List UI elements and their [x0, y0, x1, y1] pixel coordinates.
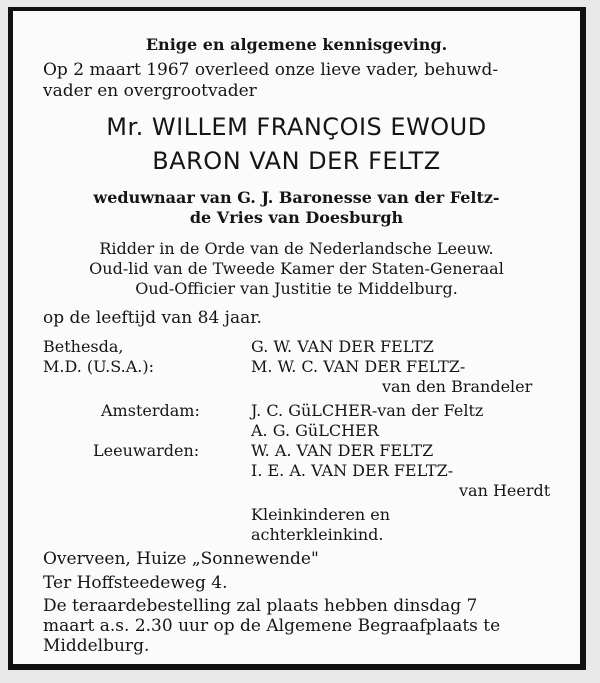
address-line-2: Ter Hoffsteedeweg 4. — [43, 573, 228, 593]
family-name: M. W. C. VAN DER FELTZ- — [251, 357, 466, 376]
title-line-2: Oud-lid van de Tweede Kamer der Staten-Generaal — [89, 259, 504, 278]
family-name: van Heerdt — [459, 481, 551, 500]
widower-line-2: de Vries van Doesburgh — [189, 208, 404, 227]
funeral-line-1: De teraardebestelling zal plaats hebben dinsdag 7 — [43, 596, 478, 616]
intro-line-1: Op 2 maart 1967 overleed onze lieve vader, behuwd- — [43, 60, 499, 80]
age-line: op de leeftijd van 84 jaar. — [43, 308, 262, 328]
family-name: van den Brandeler — [382, 377, 533, 396]
family-name: A. G. GüLCHER — [251, 421, 379, 440]
notice-heading: Enige en algemene kennisgeving. — [145, 35, 448, 54]
widower-line-1: weduwnaar van G. J. Baronesse van der Feltz- — [93, 188, 500, 207]
family-place: Amsterdam: — [101, 401, 200, 420]
family-place: Leeuwarden: — [93, 441, 200, 460]
funeral-line-2: maart a.s. 2.30 uur op de Algemene Begraafplaats te — [43, 616, 501, 636]
family-name: G. W. VAN DER FELTZ — [251, 337, 434, 356]
family-name: I. E. A. VAN DER FELTZ- — [251, 461, 454, 480]
family-name: Kleinkinderen en — [251, 505, 391, 524]
family-name: W. A. VAN DER FELTZ — [251, 441, 434, 460]
family-place: M.D. (U.S.A.): — [43, 357, 154, 376]
deceased-name-line-2: BARON VAN DER FELTZ — [152, 147, 441, 175]
family-name: achterkleinkind. — [251, 525, 384, 544]
address-line-1: Overveen, Huize „Sonnewende" — [43, 549, 319, 569]
title-line-1: Ridder in de Orde van de Nederlandsche Leeuw. — [99, 239, 494, 258]
funeral-line-3: Middelburg. — [43, 636, 150, 656]
death-notice — [8, 7, 586, 670]
intro-line-2: vader en overgrootvader — [43, 81, 257, 101]
family-place: Bethesda, — [43, 337, 124, 356]
family-name: J. C. GüLCHER-van der Feltz — [251, 401, 484, 420]
deceased-name-line-1: Mr. WILLEM FRANÇOIS EWOUD — [106, 113, 487, 141]
title-line-3: Oud-Officier van Justitie te Middelburg. — [135, 279, 458, 298]
